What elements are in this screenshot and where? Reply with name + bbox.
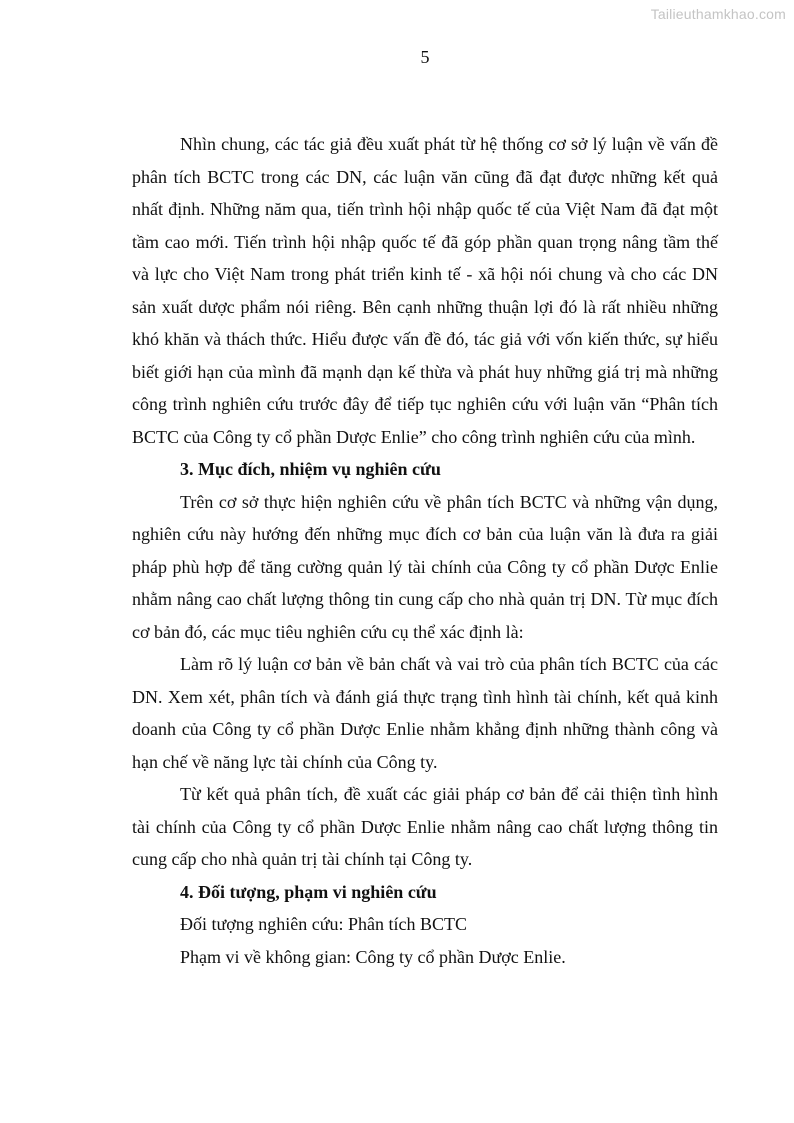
- paragraph-overview: Nhìn chung, các tác giả đều xuất phát từ hệ thống cơ sở lý luận về vấn đề phân tích BCTC trong các DN, các luận văn cũng đã đạt được những kết quả nhất định. Những năm qua, tiến trình hội nhập quốc tế của Việt Nam đã đạt một tầm cao mới. Tiến trình hội nhập quốc tế đã góp phần quan trọng nâng tầm thế và lực cho Việt Nam trong phát triển kinh tế - xã hội nói chung và cho các DN sản xuất dược phẩm nói riêng. Bên cạnh những thuận lợi đó là rất nhiều những khó khăn và thách thức. Hiểu được vấn đề đó, tác giả với vốn kiến thức, sự hiểu biết giới hạn của mình đã mạnh dạn kế thừa và phát huy những giá trị mà những công trình nghiên cứu trước đây để tiếp tục nghiên cứu với luận văn “Phân tích BCTC của Công ty cổ phần Dược Enlie” cho công trình nghiên cứu của mình.: [132, 134, 718, 447]
- paragraph-spatial-scope: Phạm vi về không gian: Công ty cổ phần Dược Enlie.: [180, 946, 566, 967]
- document-body: [132, 128, 718, 973]
- paragraph-purpose: Trên cơ sở thực hiện nghiên cứu về phân tích BCTC và những vận dụng, nghiên cứu này hướng đến những mục đích cơ bản của luận văn là đưa ra giải pháp phù hợp để tăng cường quản lý tài chính của Công ty cổ phần Dược Enlie nhằm nâng cao chất lượng thông tin cung cấp cho nhà quản trị DN. Từ mục đích cơ bản đó, các mục tiêu nghiên cứu cụ thể xác định là:: [132, 491, 718, 642]
- paragraph-research-object: Đối tượng nghiên cứu: Phân tích BCTC: [180, 914, 468, 934]
- paragraph-objective-solution: Từ kết quả phân tích, đề xuất các giải pháp cơ bản để cải thiện tình hình tài chính của Công ty cổ phần Dược Enlie nhằm nâng cao chất lượng thông tin cung cấp cho nhà quản trị tài chính tại Công ty.: [132, 784, 718, 869]
- paragraph-objective-theory: Làm rõ lý luận cơ bản về bản chất và vai trò của phân tích BCTC của các DN. Xem xét, phân tích và đánh giá thực trạng tình hình tài chính, kết quả kinh doanh của Công ty cổ phần Dược Enlie nhằm khẳng định những thành công và hạn chế về năng lực tài chính của Công ty.: [132, 654, 718, 772]
- section-heading-scope: 4. Đối tượng, phạm vi nghiên cứu: [180, 881, 437, 902]
- watermark-text: Tailieuthamkhao.com: [650, 6, 786, 22]
- section-heading-purpose: 3. Mục đích, nhiệm vụ nghiên cứu: [180, 459, 441, 479]
- page-number: 5: [420, 47, 430, 67]
